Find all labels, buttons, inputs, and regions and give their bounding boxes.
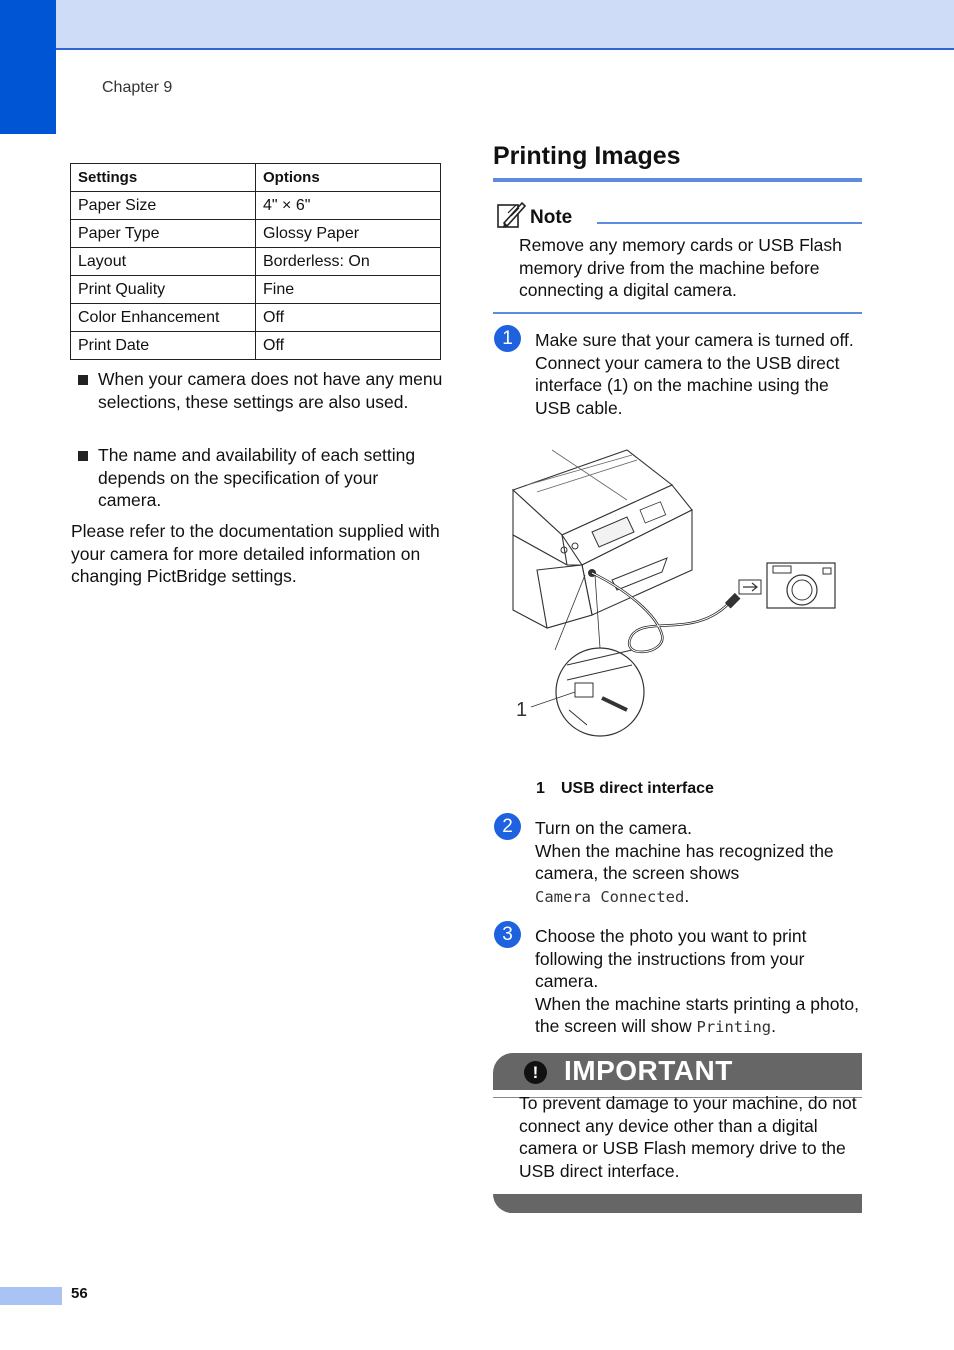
table-cell: Off (256, 332, 441, 360)
note-text: Remove any memory cards or USB Flash memory drive from the machine before connecting a digital camera. (519, 235, 842, 300)
table-cell: Paper Type (71, 220, 256, 248)
title-rule (493, 178, 862, 182)
table-header-options: Options (256, 164, 441, 192)
step-3-text (535, 925, 865, 1039)
step-number-1: 1 (494, 325, 521, 352)
table-cell: Borderless: On (256, 248, 441, 276)
chapter-tab (0, 0, 56, 134)
step-2-text (535, 817, 865, 908)
step-3-sentence: When the machine starts printing a photo, the screen will show (535, 993, 859, 1036)
refer-paragraph: Please refer to the documentation supplied with your camera for more detailed information on changing PictBridge settings. (71, 521, 440, 586)
note-pencil-icon (496, 201, 526, 229)
step-1-text: Make sure that your camera is turned off. Connect your camera to the USB direct interface (1) on the machine using the USB cable. (535, 330, 854, 418)
settings-table (70, 163, 441, 360)
step-2-line-2 (535, 840, 865, 909)
square-bullet-icon (78, 375, 88, 385)
callout-label: USB direct interface (561, 780, 714, 797)
square-bullet-icon (78, 451, 88, 461)
bullet-text: The name and availability of each setting depends on the specification of your camera. (98, 445, 416, 510)
table-header-settings: Settings (71, 164, 256, 192)
table-row (71, 248, 441, 276)
table-cell: Glossy Paper (256, 220, 441, 248)
header-band (0, 0, 954, 50)
note-bottom-rule (493, 312, 862, 314)
table-cell: 4" × 6" (256, 192, 441, 220)
chapter-label: Chapter 9 (102, 79, 173, 96)
step-3-line-2 (535, 993, 865, 1039)
step-2-line-1: Turn on the camera. (535, 818, 692, 838)
table-cell: Print Date (71, 332, 256, 360)
callout-number: 1 (536, 780, 545, 797)
table-row (71, 276, 441, 304)
bullet-item (78, 444, 443, 512)
table-header-row (71, 164, 441, 192)
section-title: Printing Images (493, 142, 681, 170)
step-3-line-1: Choose the photo you want to print following the instructions from your camera. (535, 926, 807, 991)
callout-marker: 1 (516, 699, 528, 721)
table-cell: Color Enhancement (71, 304, 256, 332)
note-rule (597, 222, 862, 224)
page-number: 56 (71, 1285, 88, 1302)
table-cell: Fine (256, 276, 441, 304)
step-number-2: 2 (494, 813, 521, 840)
step-number-3: 3 (494, 921, 521, 948)
table-row (71, 304, 441, 332)
step-2-sentence: When the machine has recognized the camera, the screen shows (535, 840, 834, 883)
table-row (71, 220, 441, 248)
usb-connection-illustration (507, 440, 847, 745)
footer-band (0, 1287, 62, 1305)
table-cell: Off (256, 304, 441, 332)
table-row (71, 192, 441, 220)
table-row (71, 332, 441, 360)
note-label: Note (530, 207, 573, 228)
table-cell: Layout (71, 248, 256, 276)
bullet-text: When your camera does not have any menu selections, these settings are also used. (98, 369, 443, 412)
table-cell: Paper Size (71, 192, 256, 220)
lcd-message-camera-connected: Camera Connected (535, 887, 685, 906)
important-text: To prevent damage to your machine, do not connect any device other than a digital camera or USB Flash memory drive to the USB direct interface. (519, 1093, 857, 1181)
important-label: IMPORTANT (564, 1055, 733, 1086)
step-2-period: . (684, 885, 690, 906)
bullet-item (78, 368, 443, 413)
table-cell: Print Quality (71, 276, 256, 304)
step-3-period: . (771, 1016, 777, 1036)
important-footer-bar (493, 1194, 862, 1213)
exclamation-icon: ! (524, 1061, 547, 1084)
lcd-message-printing: Printing (696, 1018, 772, 1036)
